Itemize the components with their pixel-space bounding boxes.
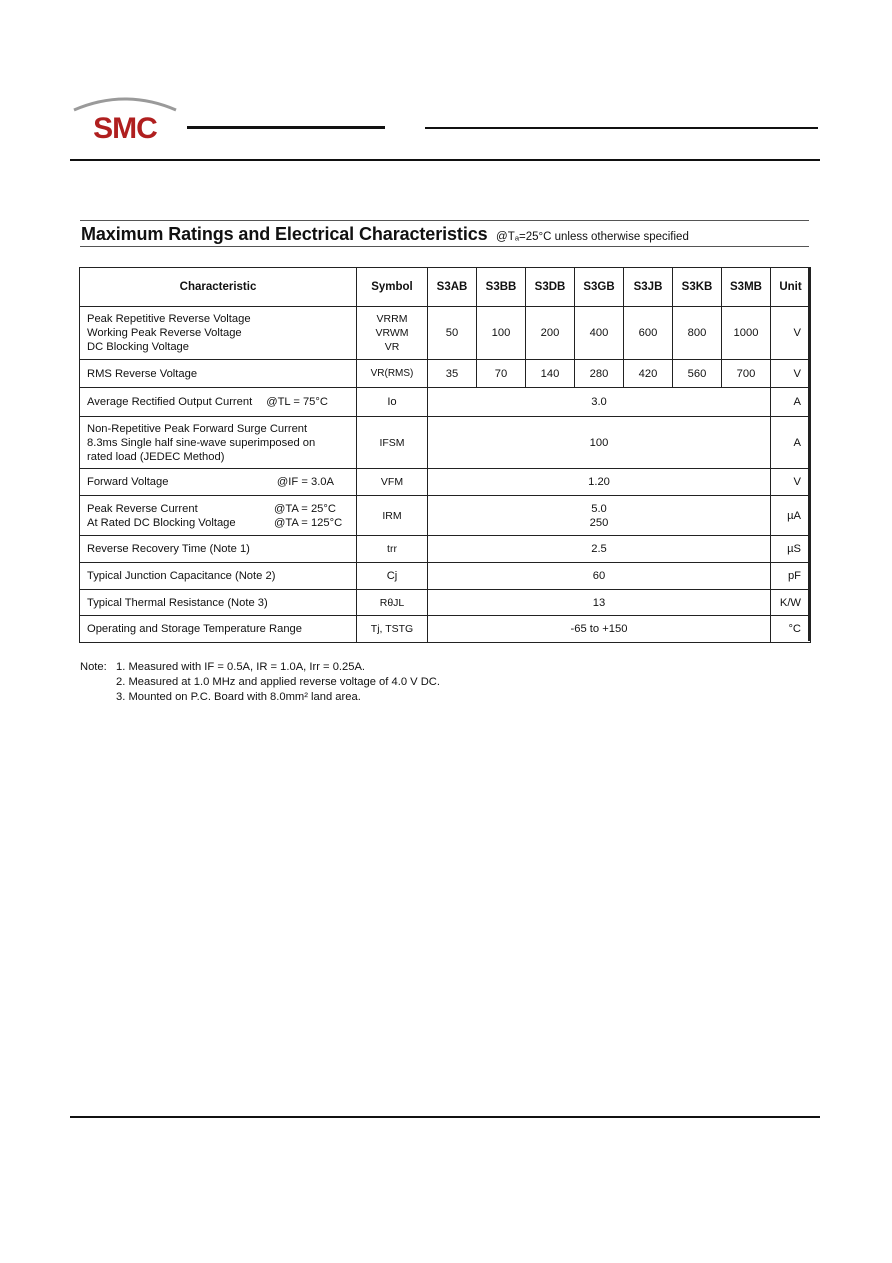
note-item: 1. Measured with IF = 0.5A, IR = 1.0A, Irr = 0.25A. — [116, 661, 366, 673]
cell-unit: A — [771, 417, 811, 469]
header-part: S3BB — [477, 268, 526, 307]
table-row-io — [80, 388, 811, 417]
section-title — [81, 224, 689, 245]
header-part: S3DB — [526, 268, 575, 307]
cell-value: 1000 — [722, 307, 771, 360]
table-shadow-edge — [808, 267, 810, 641]
header-divider — [70, 159, 820, 161]
row-symbol: Io — [357, 388, 428, 417]
cell-value: 400 — [575, 307, 624, 360]
row-symbol: Tj, TSTG — [357, 616, 428, 643]
ratings-table — [79, 267, 811, 643]
row-label: Typical Junction Capacitance (Note 2) — [80, 563, 357, 590]
row-symbol: VR(RMS) — [357, 360, 428, 388]
cell-value: 100 — [428, 417, 771, 469]
table-header-row — [80, 268, 811, 307]
row-symbol: Cj — [357, 563, 428, 590]
row-label: Peak Repetitive Reverse Voltage Working Peak Reverse Voltage DC Blocking Voltage — [80, 307, 357, 360]
row-label: Operating and Storage Temperature Range — [80, 616, 357, 643]
header-rule-right — [425, 127, 818, 129]
cell-value: 200 — [526, 307, 575, 360]
smc-logo — [68, 94, 182, 146]
cell-value: 35 — [428, 360, 477, 388]
row-condition: @TA = 125°C — [274, 516, 343, 529]
cell-value: 2.5 — [428, 536, 771, 563]
section-condition: @Tₐ=25°C unless otherwise specified — [496, 231, 689, 243]
row-symbol: RθJL — [357, 590, 428, 616]
cell-value: 5.0 250 — [428, 496, 771, 536]
table-row-trr — [80, 536, 811, 563]
row-symbol: IFSM — [357, 417, 428, 469]
section-rule-top — [80, 220, 809, 221]
table-row-cj — [80, 563, 811, 590]
cell-value: 50 — [428, 307, 477, 360]
row-label: Forward Voltage @IF = 3.0A — [80, 469, 357, 496]
row-label: Average Rectified Output Current @TL = 75°C — [80, 388, 357, 417]
cell-value: 560 — [673, 360, 722, 388]
cell-unit: V — [771, 307, 811, 360]
cell-unit: pF — [771, 563, 811, 590]
cell-value: 420 — [624, 360, 673, 388]
table-row-ifsm — [80, 417, 811, 469]
cell-unit: V — [771, 469, 811, 496]
cell-value: 100 — [477, 307, 526, 360]
header-part: S3KB — [673, 268, 722, 307]
section-rule-bottom — [80, 246, 809, 247]
table-row-temp — [80, 616, 811, 643]
cell-unit: °C — [771, 616, 811, 643]
row-symbol: VRRM VRWM VR — [357, 307, 428, 360]
header-symbol: Symbol — [357, 268, 428, 307]
row-label: RMS Reverse Voltage — [80, 360, 357, 388]
header-unit: Unit — [771, 268, 811, 307]
cell-value: 140 — [526, 360, 575, 388]
header-part: S3GB — [575, 268, 624, 307]
row-condition: @TL = 75°C — [266, 396, 328, 408]
row-label: Peak Reverse Current @TA = 25°C At Rated DC Blocking Voltage @TA = 125°C — [80, 496, 357, 536]
cell-unit: µA — [771, 496, 811, 536]
notes-label: Note: — [80, 661, 107, 673]
note-item: 2. Measured at 1.0 MHz and applied reverse voltage of 4.0 V DC. — [116, 676, 440, 688]
header-rule-left — [187, 126, 385, 129]
row-condition: @TA = 25°C — [274, 502, 336, 515]
svg-text:SMC: SMC — [93, 112, 157, 145]
row-symbol: IRM — [357, 496, 428, 536]
cell-value: 800 — [673, 307, 722, 360]
note-item: 3. Mounted on P.C. Board with 8.0mm² land area. — [116, 691, 361, 703]
cell-value: 13 — [428, 590, 771, 616]
header-characteristic: Characteristic — [80, 268, 357, 307]
cell-value: 70 — [477, 360, 526, 388]
cell-value: 280 — [575, 360, 624, 388]
cell-value: 3.0 — [428, 388, 771, 417]
section-title-text: Maximum Ratings and Electrical Characteristics — [81, 224, 488, 244]
cell-unit: A — [771, 388, 811, 417]
header-part: S3AB — [428, 268, 477, 307]
row-label: Non-Repetitive Peak Forward Surge Current 8.3ms Single half sine-wave superimposed on rated load (JEDEC Method) — [80, 417, 357, 469]
table-row-vfm — [80, 469, 811, 496]
cell-value: 700 — [722, 360, 771, 388]
cell-value: 60 — [428, 563, 771, 590]
cell-unit: V — [771, 360, 811, 388]
row-label: Typical Thermal Resistance (Note 3) — [80, 590, 357, 616]
cell-value: 1.20 — [428, 469, 771, 496]
row-symbol: trr — [357, 536, 428, 563]
cell-value: 600 — [624, 307, 673, 360]
row-condition: @IF = 3.0A — [276, 476, 334, 488]
row-symbol: VFM — [357, 469, 428, 496]
table-row-rth — [80, 590, 811, 616]
notes — [80, 660, 440, 705]
table-row-irm — [80, 496, 811, 536]
footer-divider — [70, 1116, 820, 1118]
header-part: S3MB — [722, 268, 771, 307]
row-label: Reverse Recovery Time (Note 1) — [80, 536, 357, 563]
cell-unit: µS — [771, 536, 811, 563]
cell-unit: K/W — [771, 590, 811, 616]
table-row-rms — [80, 360, 811, 388]
table-row-vrrm — [80, 307, 811, 360]
cell-value: -65 to +150 — [428, 616, 771, 643]
header-part: S3JB — [624, 268, 673, 307]
